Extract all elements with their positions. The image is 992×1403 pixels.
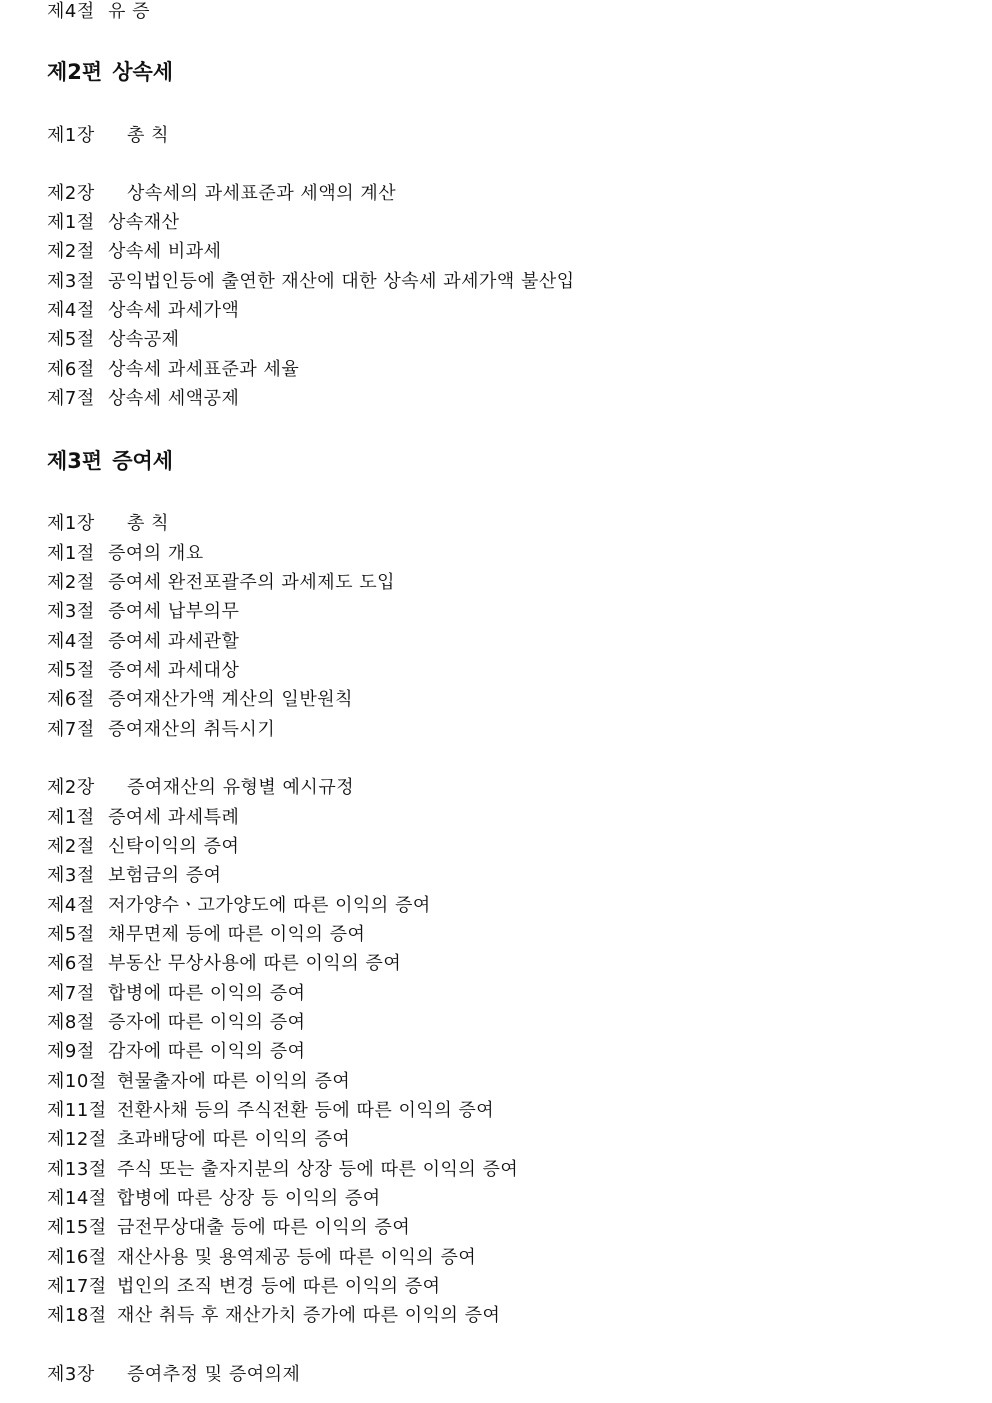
toc-section-line: [47, 1185, 381, 1213]
toc-number: 제7절: [47, 388, 95, 409]
toc-section-line: [47, 892, 431, 920]
toc-chapter-line: [47, 774, 354, 802]
toc-section-line: [47, 1156, 518, 1184]
toc-title: 증여재산의 유형별 예시규정: [127, 777, 355, 798]
toc-section-line: [47, 209, 180, 237]
toc-title: 합병에 따른 상장 등 이익의 증여: [117, 1188, 381, 1209]
toc-title: 재산 취득 후 재산가치 증가에 따른 이익의 증여: [117, 1305, 501, 1326]
toc-title: 총 칙: [127, 125, 169, 146]
toc-section-line: [47, 598, 239, 626]
toc-title: 증여추정 및 증여의제: [127, 1364, 301, 1385]
toc-number: 제3편: [47, 449, 103, 473]
toc-section-line: [47, 268, 575, 296]
toc-chapter-line: [47, 510, 169, 538]
toc-title: 저가양수ㆍ고가양도에 따른 이익의 증여: [108, 895, 431, 916]
toc-number: 제6절: [47, 359, 95, 380]
toc-title: 보험금의 증여: [108, 865, 222, 886]
toc-number: 제3절: [47, 271, 95, 292]
toc-number: 제6절: [47, 953, 95, 974]
toc-title: 주식 또는 출자지분의 상장 등에 따른 이익의 증여: [117, 1159, 519, 1180]
toc-title: 상속공제: [108, 329, 180, 350]
toc-title: 합병에 따른 이익의 증여: [108, 983, 306, 1004]
toc-title: 상속세 과세표준과 세율: [108, 359, 300, 380]
toc-number: 제2절: [47, 241, 95, 262]
toc-number: 제8절: [47, 1012, 95, 1033]
toc-number: 제3절: [47, 601, 95, 622]
toc-title: 증자에 따른 이익의 증여: [108, 1012, 306, 1033]
toc-number: 제4절: [47, 1, 95, 22]
toc-number: 제16절: [47, 1247, 107, 1268]
toc-number: 제1절: [47, 807, 95, 828]
toc-number: 제4절: [47, 300, 95, 321]
toc-title: 증여의 개요: [108, 543, 204, 564]
toc-title: 증여세 과세특례: [108, 807, 240, 828]
toc-title: 증여세 과세대상: [108, 660, 240, 681]
toc-title: 유 증: [108, 1, 150, 22]
toc-part-heading: [47, 56, 173, 88]
toc-title: 금전무상대출 등에 따른 이익의 증여: [117, 1217, 411, 1238]
toc-title: 신탁이익의 증여: [108, 836, 240, 857]
toc-number: 제18절: [47, 1305, 107, 1326]
toc-section-line: [47, 833, 239, 861]
toc-number: 제4절: [47, 895, 95, 916]
toc-number: 제1장: [47, 125, 95, 146]
toc-title: 총 칙: [127, 513, 169, 534]
toc-number: 제9절: [47, 1041, 95, 1062]
toc-section-line: [47, 1214, 410, 1242]
toc-title: 상속재산: [108, 212, 180, 233]
toc-title: 법인의 조직 변경 등에 따른 이익의 증여: [117, 1276, 441, 1297]
toc-number: 제6절: [47, 689, 95, 710]
toc-section-line: [47, 1038, 306, 1066]
toc-title: 증여세 과세관할: [108, 631, 240, 652]
toc-chapter-line: [47, 122, 169, 150]
toc-number: 제2절: [47, 572, 95, 593]
toc-section-line: [47, 0, 150, 26]
toc-number: 제3장: [47, 1364, 95, 1385]
toc-number: 제1장: [47, 513, 95, 534]
toc-section-line: [47, 686, 353, 714]
toc-title: 증여세 납부의무: [108, 601, 240, 622]
toc-section-line: [47, 657, 239, 685]
toc-number: 제14절: [47, 1188, 107, 1209]
toc-number: 제1절: [47, 212, 95, 233]
toc-title: 공익법인등에 출연한 재산에 대한 상속세 과세가액 불산입: [108, 271, 575, 292]
toc-section-line: [47, 628, 239, 656]
toc-title: 증여세 완전포괄주의 과세제도 도입: [108, 572, 395, 593]
toc-section-line: [47, 569, 395, 597]
toc-number: 제15절: [47, 1217, 107, 1238]
toc-section-line: [47, 921, 365, 949]
toc-section-line: [47, 716, 275, 744]
toc-section-line: [47, 297, 239, 325]
toc-section-line: [47, 1273, 441, 1301]
toc-title: 부동산 무상사용에 따른 이익의 증여: [108, 953, 402, 974]
toc-section-line: [47, 804, 239, 832]
toc-section-line: [47, 1097, 494, 1125]
toc-title: 증여재산가액 계산의 일반원칙: [108, 689, 353, 710]
toc-number: 제10절: [47, 1071, 107, 1092]
toc-number: 제17절: [47, 1276, 107, 1297]
toc-number: 제2장: [47, 183, 95, 204]
toc-number: 제5절: [47, 329, 95, 350]
toc-title: 증여세: [112, 449, 174, 473]
toc-part-heading: [47, 445, 173, 477]
toc-title: 감자에 따른 이익의 증여: [108, 1041, 306, 1062]
toc-title: 전환사채 등의 주식전환 등에 따른 이익의 증여: [117, 1100, 495, 1121]
toc-section-line: [47, 540, 204, 568]
toc-section-line: [47, 862, 222, 890]
toc-title: 현물출자에 따른 이익의 증여: [117, 1071, 351, 1092]
toc-section-line: [47, 1068, 350, 1096]
toc-section-line: [47, 238, 222, 266]
toc-title: 재산사용 및 용역제공 등에 따른 이익의 증여: [117, 1247, 477, 1268]
toc-title: 상속세 비과세: [108, 241, 222, 262]
toc-title: 초과배당에 따른 이익의 증여: [117, 1129, 351, 1150]
toc-title: 증여재산의 취득시기: [108, 719, 276, 740]
toc-number: 제2절: [47, 836, 95, 857]
toc-number: 제3절: [47, 865, 95, 886]
toc-title: 상속세의 과세표준과 세액의 계산: [127, 183, 397, 204]
toc-title: 상속세 세액공제: [108, 388, 240, 409]
toc-number: 제7절: [47, 719, 95, 740]
toc-section-line: [47, 1126, 350, 1154]
toc-number: 제2편: [47, 60, 103, 84]
toc-number: 제5절: [47, 660, 95, 681]
toc-number: 제1절: [47, 543, 95, 564]
toc-title: 상속세 과세가액: [108, 300, 240, 321]
toc-chapter-line: [47, 180, 396, 208]
toc-chapter-line: [47, 1361, 300, 1389]
toc-number: 제11절: [47, 1100, 107, 1121]
toc-number: 제2장: [47, 777, 95, 798]
toc-number: 제13절: [47, 1159, 107, 1180]
toc-section-line: [47, 1302, 500, 1330]
toc-section-line: [47, 980, 306, 1008]
toc-number: 제4절: [47, 631, 95, 652]
toc-number: 제7절: [47, 983, 95, 1004]
toc-section-line: [47, 385, 239, 413]
toc-section-line: [47, 950, 401, 978]
toc-number: 제12절: [47, 1129, 107, 1150]
toc-title: 채무면제 등에 따른 이익의 증여: [108, 924, 366, 945]
toc-section-line: [47, 356, 299, 384]
toc-section-line: [47, 1009, 306, 1037]
toc-section-line: [47, 1244, 476, 1272]
toc-section-line: [47, 326, 180, 354]
toc-number: 제5절: [47, 924, 95, 945]
toc-title: 상속세: [112, 60, 174, 84]
